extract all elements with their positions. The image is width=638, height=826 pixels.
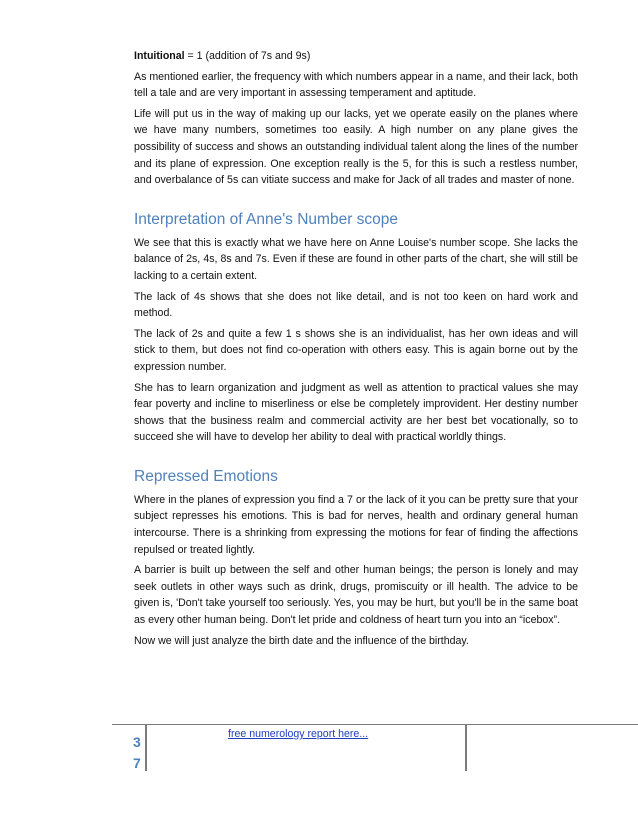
footer-divider — [112, 724, 638, 725]
paragraph: We see that this is exactly what we have here on Anne Louise's number scope. She lacks the balance of 2s, 4s, 8s and 7s. Even if these are found in other parts of the chart, she will still be lacking to a certain extent. — [134, 236, 578, 282]
paragraph: Life will put us in the way of making up our lacks, yet we operate easily on the planes where we have many numbers, sometimes too easily. A high number on any plane gives the possibility of success and shows an outstanding individual talent along the lines of the number and its plane of expression. One exception really is the 5, for this is such a restless number, and overbalance of 5s can vitiate success and make for Jack of all trades and master of none. — [134, 107, 578, 187]
page-number-top: 3 — [133, 734, 141, 750]
paragraph: Where in the planes of expression you find a 7 or the lack of it you can be pretty sure that your subject represses his emotions. This is bad for nerves, health and ordinary general human intercourse. There is a shrinking from expressing the motions for fear of finding the affections repulsed or treated lightly. — [134, 493, 578, 556]
page-number — [133, 732, 145, 774]
section-heading-repressed-emotions: Repressed Emotions — [134, 467, 278, 485]
paragraph: As mentioned earlier, the frequency with which numbers appear in a name, and their lack, both tell a tale and are very important in assessing temperament and aptitude. — [134, 70, 578, 100]
paragraph: The lack of 2s and quite a few 1 s shows she is an individualist, has her own ideas and will stick to them, but does not find co-operation with others easy. This is again borne out by the expression number. — [134, 327, 578, 373]
paragraph: She has to learn organization and judgment as well as attention to practical values she may fear poverty and incline to miserliness or else be completely improvident. Her destiny number shows that the business realm and commercial activity are her best bet vocationally, so to succeed she will have to develop her ability to deal with practical worldly things. — [134, 381, 578, 444]
footer-right-divider — [465, 725, 467, 771]
document-body — [134, 48, 578, 653]
footer-left-divider — [145, 725, 147, 771]
paragraph: The lack of 4s shows that she does not like detail, and is not too keen on hard work and method. — [134, 290, 578, 320]
intuitional-line — [134, 48, 578, 65]
page-number-bottom: 7 — [133, 755, 141, 771]
section-heading-interpretation: Interpretation of Anne's Number scope — [134, 210, 399, 228]
intuitional-label: Intuitional — [134, 50, 185, 62]
paragraph: A barrier is built up between the self and other human beings; the person is lonely and may seek outlets in other ways such as drink, drugs, promiscuity or ill health. The advice to be given is, 'Don't take yourself too seriously. Yes, you may be hurt, but you'll be in the same boat as every other human being. Don't let pride and coldness of heart turn you into an “icebox”. — [134, 564, 578, 627]
intuitional-value: = 1 (addition of 7s and 9s) — [184, 50, 311, 62]
numerology-report-link[interactable]: free numerology report here... — [228, 728, 369, 740]
paragraph: Now we will just analyze the birth date and the influence of the birthday. — [134, 634, 469, 647]
